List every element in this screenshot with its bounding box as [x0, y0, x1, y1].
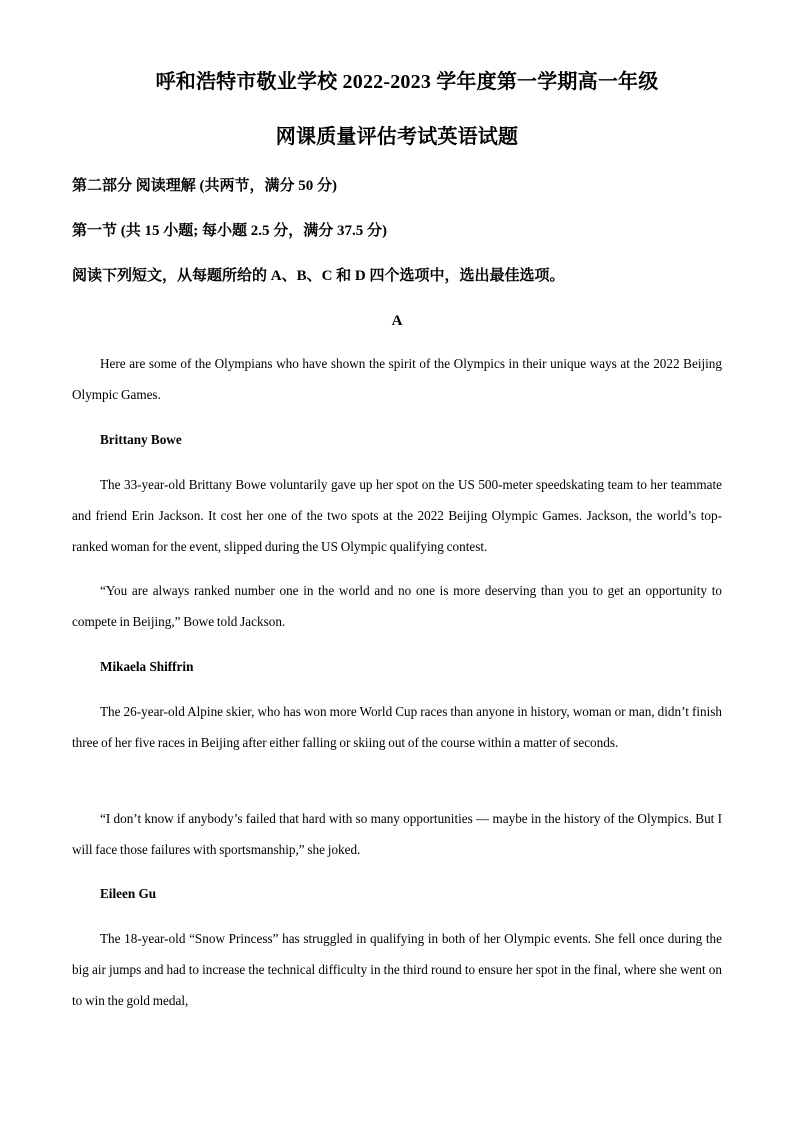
shiffrin-paragraph-2: “I don’t know if anybody’s failed that hard with so many opportunities — maybe in the history of the Olympics. But I will face those failures with sportsmanship,” she joked. — [72, 811, 722, 857]
athlete-name-gu: Eileen Gu — [100, 886, 157, 901]
athlete-name-bowe: Brittany Bowe — [100, 432, 182, 447]
gu-paragraph-1: The 18-year-old “Snow Princess” has struggled in qualifying in both of her Olympic events. She fell once during the big air jumps and had to increase the technical difficulty in the third round to ensure her spot in the final, where she went on to win the gold medal, — [72, 931, 722, 1008]
bowe-paragraph-1: The 33-year-old Brittany Bowe voluntarily gave up her spot on the US 500-meter speedskating team to her teammate and friend Erin Jackson. It cost her one of the two spots at the 2022 Beijing Olympic Games. Jackson, the world’s top-ranked woman for the event, slipped during the US Olympic qualifying contest. — [72, 477, 722, 554]
athlete-name-shiffrin: Mikaela Shiffrin — [100, 659, 194, 674]
part-heading: 第二部分 阅读理解 (共两节，满分 50 分) — [72, 178, 337, 194]
passage-letter: A — [391, 313, 403, 329]
exam-title-line-2: 网课质量评估考试英语试题 — [275, 126, 519, 148]
directions: 阅读下列短文，从每题所给的 A、B、C 和 D 四个选项中，选出最佳选项。 — [72, 268, 565, 284]
bowe-paragraph-2: “You are always ranked number one in the world and no one is more deserving than you to get an opportunity to compete in Beijing,” Bowe told Jackson. — [72, 583, 722, 629]
exam-title-line-1: 呼和浩特市敬业学校 2022-2023 学年度第一学期高一年级 — [155, 71, 659, 93]
passage-intro: Here are some of the Olympians who have shown the spirit of the Olympics in their unique ways at the 2022 Beijing Olympic Games. — [72, 356, 722, 402]
section-heading: 第一节 (共 15 小题; 每小题 2.5 分，满分 37.5 分) — [72, 223, 387, 239]
shiffrin-paragraph-1: The 26-year-old Alpine skier, who has won more World Cup races than anyone in history, woman or man, didn’t finish three of her five races in Beijing after either falling or skiing out of the course within a matter of seconds. — [72, 704, 722, 750]
